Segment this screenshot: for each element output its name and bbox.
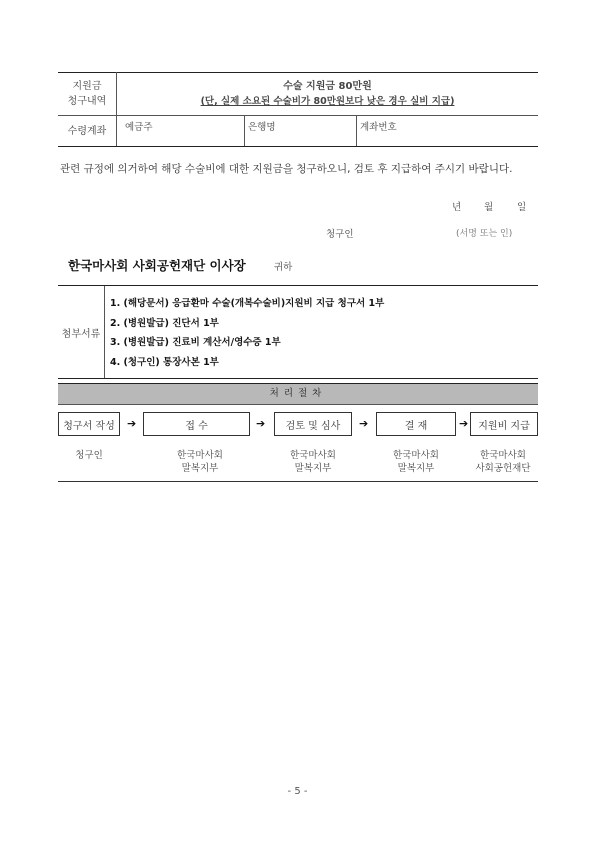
actor-line: 말복지부 (181, 463, 219, 474)
actor-claimant (58, 449, 120, 462)
attachments-label: 첨부서류 (58, 286, 105, 378)
account-label: 수령계좌 (58, 116, 117, 147)
request-text: 관련 규정에 의거하여 해당 수술비에 대한 지원금을 청구하오니, 검토 후 지급하여 주시기 바랍니다. (60, 163, 513, 175)
divider (244, 116, 245, 146)
list-item: 2. (병원발급) 진단서 1부 (110, 317, 219, 329)
actor-line: 한국마사회 (290, 450, 336, 461)
amount-note: (단, 실제 소요된 수술비가 80만원보다 낮은 경우 실비 지급) (200, 96, 455, 107)
depositor-label: 예금주 (125, 122, 153, 133)
actor-line: 한국마사회 (393, 450, 439, 461)
support-label-cell (58, 73, 117, 116)
list-item: 3. (병원발급) 진료비 계산서/영수증 1부 (110, 337, 281, 348)
amount-cell (117, 73, 539, 116)
actor-line: 사회공헌재단 (475, 463, 531, 474)
day-label: 일 (517, 202, 527, 213)
sign-note: (서명 또는 인) (456, 229, 513, 239)
attachments-list (110, 294, 384, 372)
attachments-section (58, 285, 538, 379)
claimant-label: 청구인 (326, 229, 354, 240)
support-label-line2: 청구내역 (67, 96, 107, 107)
step-reception: 접 수 (143, 412, 250, 436)
actor-approval (376, 449, 456, 475)
page-number: - 5 - (287, 786, 308, 797)
actor-line: 한국마사회 (480, 450, 526, 461)
procedure-title: 처리절차 (58, 383, 538, 405)
month-label: 월 (484, 202, 494, 213)
account-cell (117, 116, 539, 147)
arrow-icon: ➔ (127, 417, 137, 430)
support-label-line1: 지원금 (72, 81, 102, 92)
step-review: 검토 및 심사 (274, 412, 352, 436)
step-claim-writing: 청구서 작성 (58, 412, 120, 436)
bank-label: 은행명 (248, 122, 276, 133)
year-label: 년 (452, 202, 462, 213)
addressee-name: 한국마사회 사회공헌재단 이사장 (68, 258, 246, 273)
actor-line: 말복지부 (397, 463, 435, 474)
step-payment: 지원비 지급 (470, 412, 538, 436)
step-approval: 결 재 (376, 412, 456, 436)
arrow-icon: ➔ (459, 417, 469, 430)
actor-review (274, 449, 352, 475)
arrow-icon: ➔ (359, 417, 369, 430)
actor-line: 청구인 (75, 450, 103, 461)
account-number-label: 계좌번호 (360, 122, 397, 133)
addressee-honorific: 귀하 (274, 262, 293, 273)
actor-payment (464, 449, 542, 475)
list-item: 1. (해당문서) 응급환마 수술(개복수술비)지원비 지급 청구서 1부 (110, 298, 385, 309)
actor-line: 한국마사회 (177, 450, 223, 461)
arrow-icon: ➔ (256, 417, 266, 430)
divider (356, 116, 357, 146)
actor-line: 말복지부 (294, 463, 332, 474)
procedure-bottom-rule (58, 481, 538, 482)
actor-reception (160, 449, 240, 475)
claim-table (58, 72, 538, 147)
amount-main: 수술 지원금 80만원 (283, 81, 372, 92)
list-item: 4. (청구인) 통장사본 1부 (110, 356, 219, 368)
